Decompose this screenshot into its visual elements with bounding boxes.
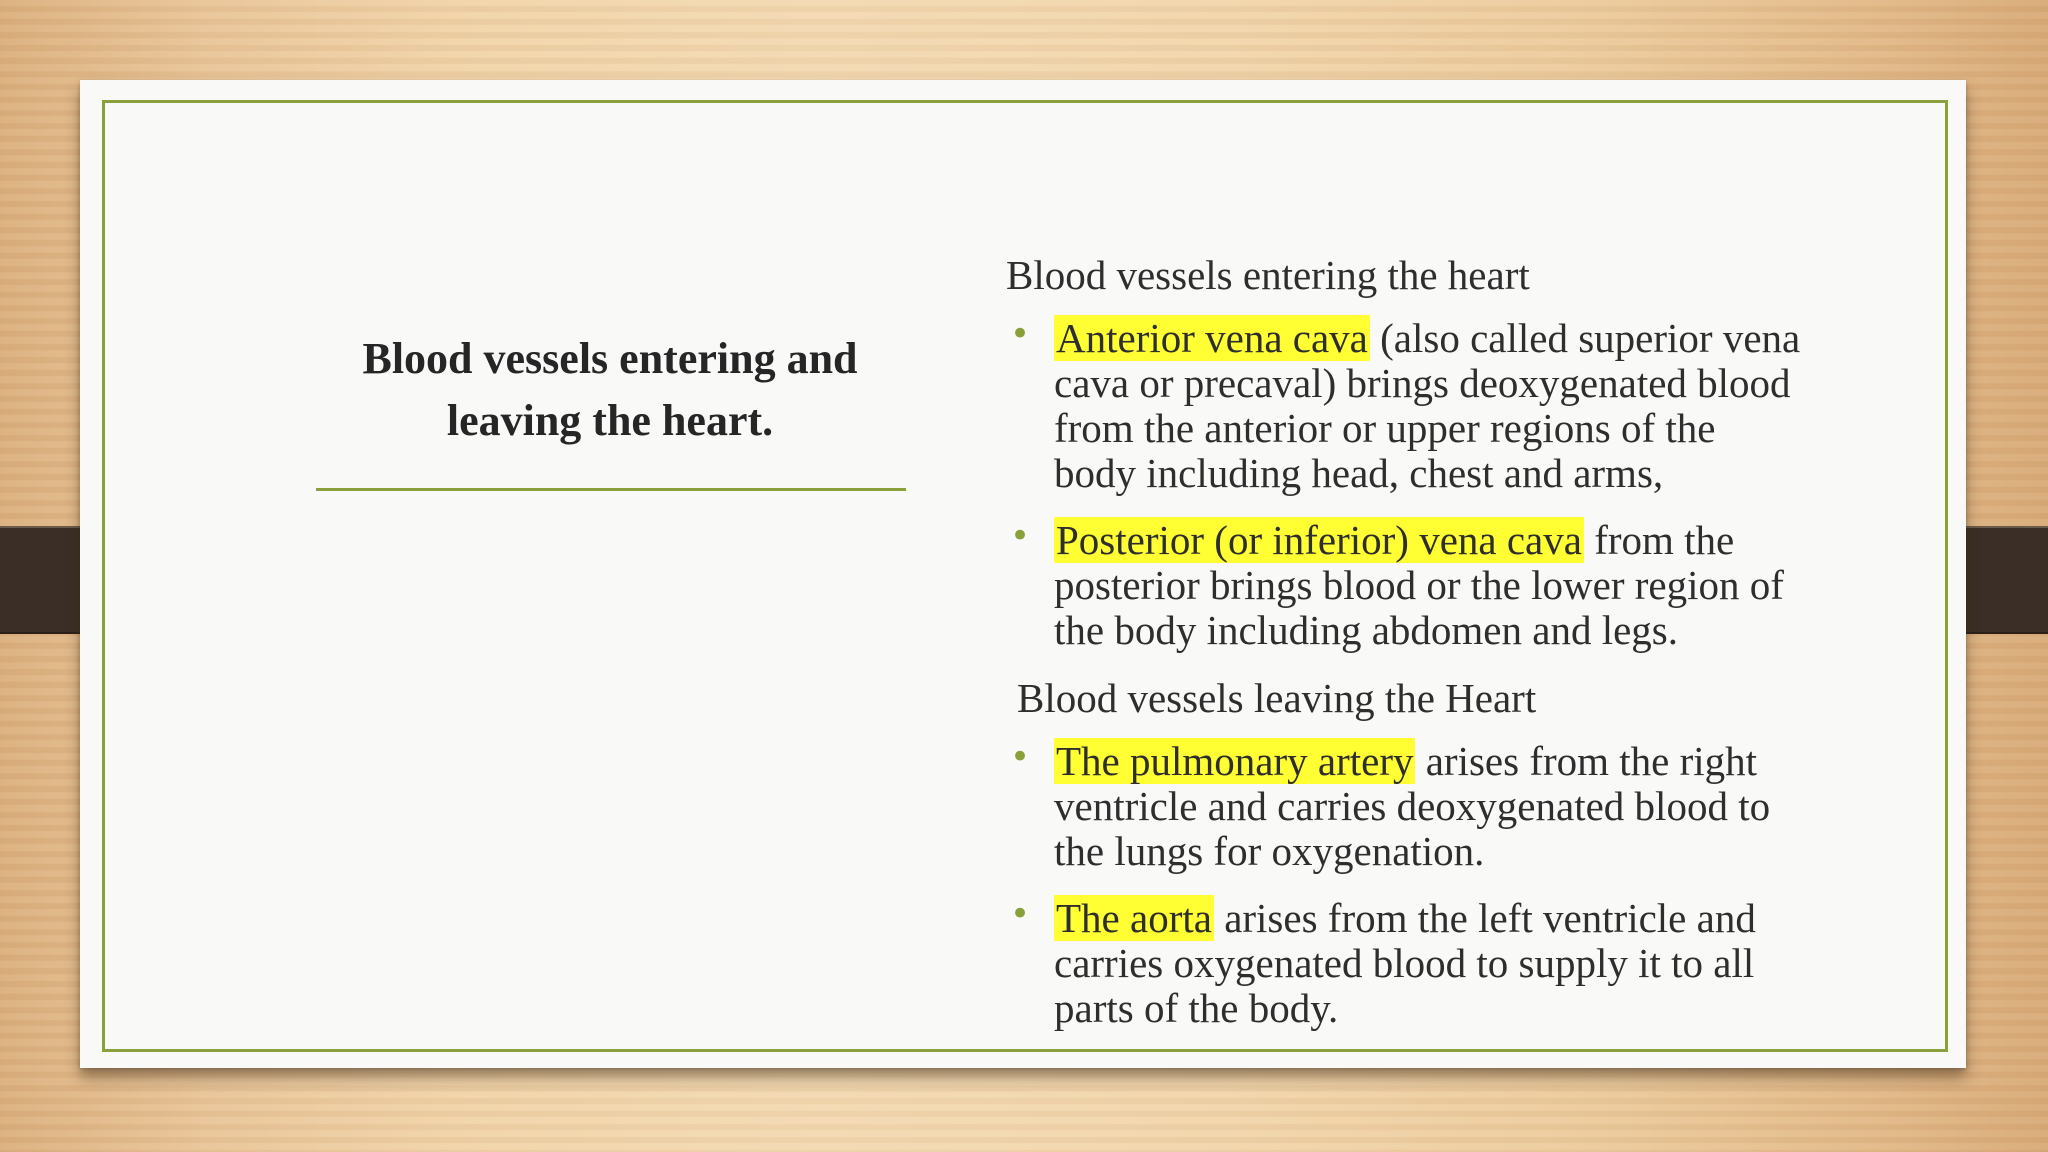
list-item: [1006, 518, 1906, 653]
slide-title-line-1: Blood vessels entering and: [362, 334, 858, 383]
item-text: ventricle and carries deoxygenated blood to: [1054, 783, 1771, 829]
bullet-icon: •: [1010, 894, 1031, 934]
item-text: arises from the left ventricle and: [1213, 895, 1756, 941]
highlighted-term: The pulmonary artery: [1056, 738, 1414, 784]
item-text: carries oxygenated blood to supply it to all: [1054, 940, 1755, 986]
title-underline: [316, 488, 906, 491]
item-text: arises from the right: [1415, 738, 1758, 784]
slide-content: [1006, 250, 1906, 1051]
list-item: [1006, 316, 1906, 496]
item-text: from the: [1583, 517, 1735, 563]
slide-title: [295, 328, 925, 452]
section-heading-entering: Blood vessels entering the heart: [1006, 252, 1530, 298]
list-item: [1006, 896, 1906, 1031]
item-text: body including head, chest and arms,: [1054, 450, 1664, 496]
item-text: parts of the body.: [1054, 985, 1339, 1031]
bullet-icon: •: [1010, 314, 1031, 354]
slide: [80, 80, 1966, 1068]
bullet-list-leaving: [1006, 739, 1906, 1031]
item-text: (also called superior vena: [1369, 315, 1801, 361]
list-item: [1006, 739, 1906, 874]
section-heading-leaving: Blood vessels leaving the Heart: [1017, 675, 1537, 721]
item-text: from the anterior or upper regions of the: [1054, 405, 1716, 451]
bullet-icon: •: [1010, 516, 1031, 556]
highlighted-term: Posterior (or inferior) vena cava: [1056, 517, 1582, 563]
item-text: cava or precaval) brings deoxygenated blood: [1054, 360, 1791, 406]
slide-title-line-2: leaving the heart.: [446, 396, 774, 445]
bullet-list-entering: [1006, 316, 1906, 653]
item-text: the body including abdomen and legs.: [1054, 607, 1678, 653]
highlighted-term: The aorta: [1056, 895, 1212, 941]
item-text: the lungs for oxygenation.: [1054, 828, 1485, 874]
item-text: posterior brings blood or the lower region of: [1054, 562, 1784, 608]
bullet-icon: •: [1010, 737, 1031, 777]
highlighted-term: Anterior vena cava: [1056, 315, 1368, 361]
